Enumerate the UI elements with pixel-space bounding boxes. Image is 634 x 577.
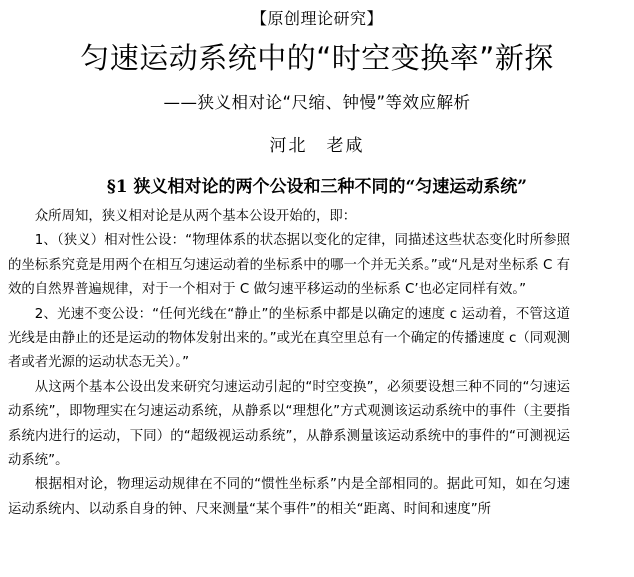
paragraph: 1、（狭义）相对性公设：“物理体系的状态据以变化的定律，同描述这些状态变化时所参照的坐标系究竟是用两个在相互匀速运动着的坐标系中的哪一个并无关系。”或“凡是对坐标系 C 有效的自然界普遍规律，对于一个相对于 C 做匀速平移运动的坐标系 C’也必定同样有效。” [8,233,570,298]
article-subtitle: ——狭义相对论“尺缩、钟慢”等效应解析 [163,93,471,112]
paragraph: 2、光速不变公设：“任何光线在“静止”的坐标系中都是以确定的速度 c 运动着，不管这道光线是由静止的还是运动的物体发射出来的。”或光在真空里总有一个确定的传播速度 c（同观测者或者光源的运动状态无关）。” [8,306,570,371]
section-heading: §1 狭义相对论的两个公设和三种不同的“匀速运动系统” [106,177,528,197]
paragraph: 众所周知，狭义相对论是从两个基本公设开始的，即： [34,209,357,224]
article-category-tag: 【原创理论研究】 [250,9,383,28]
article-title: 匀速运动系统中的“时空变换率”新探 [80,41,554,75]
paragraph: 从这两个基本公设出发来研究匀速运动引起的“时空变换”，必须要设想三种不同的“匀速运动系统”，即物理实在匀速运动系统，从静系以“理想化”方式观测该运动系统中的事件（主要指系统内进行的运动，下同）的“超级视运动系统”，从静系测量该运动系统中的事件的“可测视运动系统”。 [8,379,570,469]
article-body [8,205,570,522]
paragraph: 根据相对论，物理运动规律在不同的“惯性坐标系”内是全部相同的。据此可知，如在匀速运动系统内、以动系自身的钟、尺来测量“某个事件”的相关“距离、时间和速度”所 [8,477,570,517]
article-author: 河北 老咸 [269,136,365,156]
